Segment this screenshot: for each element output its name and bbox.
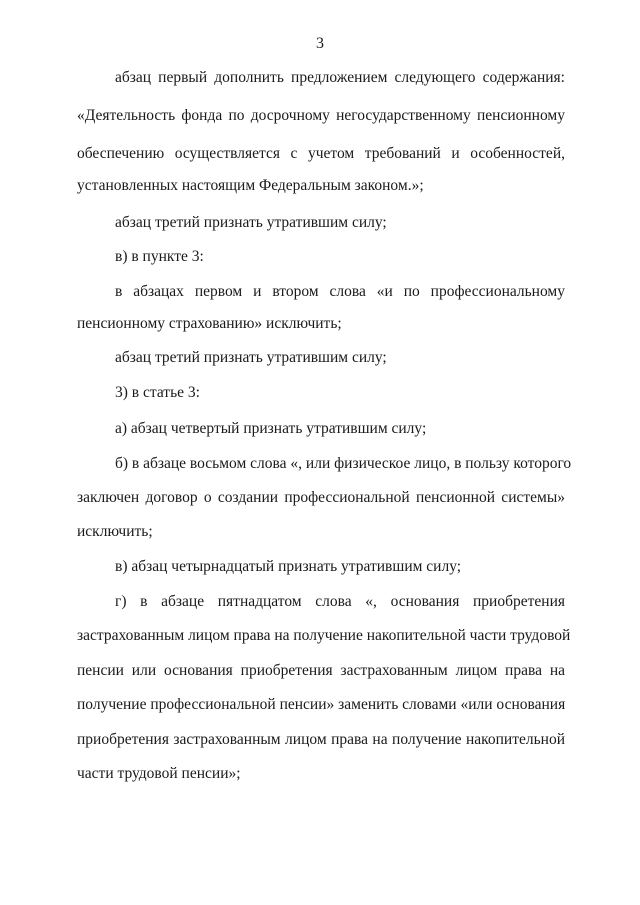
text-line: установленных настоящим Федеральным законом.»; <box>77 177 424 194</box>
page-number: 3 <box>316 35 324 52</box>
text-line: в) в пункте 3: <box>115 248 204 265</box>
text-line: получение профессиональной пенсии» заменить словами «или основания <box>77 696 566 713</box>
text-line: г) в абзаце пятнадцатом слова «, основания приобретения <box>115 593 565 610</box>
text-line: застрахованным лицом права на получение накопительной части трудовой <box>77 627 571 644</box>
text-line: а) абзац четвертый признать утратившим силу; <box>115 420 427 437</box>
text-line: абзац третий признать утратившим силу; <box>115 349 387 366</box>
text-line: в абзацах первом и втором слова «и по профессиональному <box>115 283 565 300</box>
text-line: приобретения застрахованным лицом права на получение накопительной <box>77 731 565 748</box>
text-line: части трудовой пенсии»; <box>77 765 241 782</box>
text-line: б) в абзаце восьмом слова «, или физическое лицо, в пользу которого <box>115 455 572 472</box>
text-line: абзац первый дополнить предложением следующего содержания: <box>115 69 565 86</box>
text-line: 3) в статье 3: <box>115 384 200 401</box>
text-line: пенсии или основания приобретения застрахованным лицом права на <box>77 662 565 679</box>
text-line: «Деятельность фонда по досрочному негосударственному пенсионному <box>77 107 565 124</box>
text-line: абзац третий признать утратившим силу; <box>115 214 387 231</box>
text-line: заключен договор о создании профессиональной пенсионной системы» <box>77 489 565 506</box>
text-line: пенсионному страхованию» исключить; <box>77 315 342 332</box>
text-line: обеспечению осуществляется с учетом требований и особенностей, <box>77 145 565 162</box>
text-line: в) абзац четырнадцатый признать утратившим силу; <box>115 558 462 575</box>
text-line: исключить; <box>77 523 153 540</box>
